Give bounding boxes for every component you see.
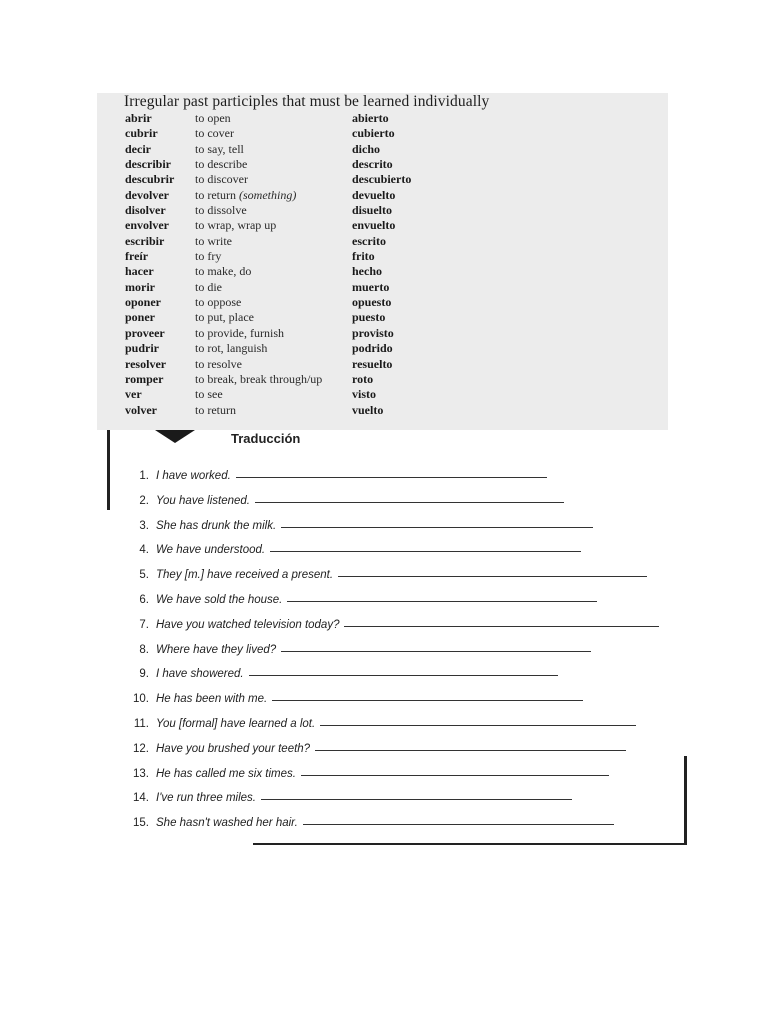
infinitive: resolver	[125, 356, 167, 371]
answer-line[interactable]	[270, 550, 581, 552]
past-participle: resuelto	[352, 356, 393, 371]
past-participle: muerto	[352, 279, 390, 294]
exercise-item	[0, 586, 597, 606]
infinitive: volver	[125, 402, 157, 417]
infinitive: morir	[125, 279, 155, 294]
exercise-item	[0, 809, 614, 829]
past-participle: descubierto	[352, 172, 412, 187]
participle-row	[125, 387, 411, 402]
item-number: 5.	[139, 569, 149, 582]
participle-row	[125, 142, 411, 157]
exercise-item	[0, 685, 583, 705]
item-sentence: They [m.] have received a present.	[156, 569, 334, 582]
meaning-text: to see	[195, 387, 223, 402]
item-number: 9.	[139, 668, 149, 681]
participle-row	[125, 172, 411, 187]
exercise-item	[0, 636, 591, 656]
answer-line[interactable]	[272, 699, 583, 701]
participle-row	[125, 264, 411, 279]
item-sentence: Where have they lived?	[156, 643, 277, 656]
vocabulary-title: Irregular past participles that must be learned individually	[124, 93, 490, 110]
infinitive: decir	[125, 141, 151, 156]
meaning-text: to say, tell	[195, 141, 244, 156]
exercise-item	[0, 462, 547, 482]
participles-table-body	[125, 111, 411, 418]
participle-row	[125, 234, 411, 249]
item-sentence: She hasn't washed her hair.	[156, 817, 298, 830]
meaning-text: to wrap, wrap up	[195, 218, 277, 233]
infinitive: describir	[125, 157, 171, 172]
item-sentence: Have you brushed your teeth?	[156, 742, 311, 755]
past-participle: envuelto	[352, 218, 396, 233]
item-sentence: She has drunk the milk.	[156, 519, 277, 532]
meaning	[195, 295, 352, 310]
exercise-item	[0, 487, 564, 507]
answer-line[interactable]	[344, 625, 659, 627]
meaning-text: to cover	[195, 126, 234, 141]
infinitive: proveer	[125, 325, 165, 340]
past-participle: abierto	[352, 111, 389, 125]
past-participle: provisto	[352, 325, 394, 340]
item-sentence: I've run three miles.	[156, 792, 256, 805]
meaning-text: to describe	[195, 157, 248, 172]
past-participle: frito	[352, 249, 375, 264]
infinitive: descubrir	[125, 172, 175, 187]
participle-row	[125, 203, 411, 218]
answer-line[interactable]	[301, 774, 609, 776]
meaning-text: to die	[195, 279, 222, 294]
meaning-text: to write	[195, 233, 232, 248]
item-sentence: I have worked.	[156, 470, 231, 482]
infinitive: disolver	[125, 203, 166, 218]
meaning-text: to dissolve	[195, 203, 247, 218]
meaning	[195, 126, 352, 141]
item-number: 11.	[133, 718, 149, 730]
meaning	[195, 172, 352, 187]
past-participle: puesto	[352, 310, 386, 325]
participle-row	[125, 249, 411, 264]
exercise-item	[0, 611, 659, 631]
exercise-item	[0, 536, 581, 556]
past-participle: podrido	[352, 341, 393, 356]
infinitive: ver	[125, 387, 142, 402]
answer-line[interactable]	[281, 526, 593, 528]
meaning	[195, 203, 352, 218]
participle-row	[125, 218, 411, 233]
item-sentence: Have you watched television today?	[156, 618, 340, 631]
past-participle: hecho	[352, 264, 382, 279]
past-participle: opuesto	[352, 295, 392, 310]
meaning	[195, 341, 352, 356]
meaning-text: to break, break through/up	[195, 371, 323, 386]
answer-line[interactable]	[320, 724, 636, 726]
meaning	[195, 157, 352, 172]
item-number: 15.	[133, 817, 149, 830]
past-participle: dicho	[352, 141, 381, 156]
item-number: 14.	[133, 792, 149, 805]
item-number: 7.	[139, 618, 149, 631]
answer-line[interactable]	[249, 674, 558, 676]
participle-row	[125, 403, 411, 418]
infinitive: abrir	[125, 111, 152, 125]
infinitive: devolver	[125, 187, 169, 202]
right-margin-bar	[684, 756, 687, 845]
meaning-text: to open	[195, 111, 231, 125]
answer-line[interactable]	[303, 823, 614, 825]
meaning	[195, 403, 352, 418]
meaning-text: to discover	[195, 172, 248, 187]
past-participle: cubierto	[352, 126, 395, 141]
meaning	[195, 188, 352, 203]
item-number: 6.	[139, 594, 149, 606]
meaning-text: to provide, furnish	[195, 325, 284, 340]
participle-row	[125, 357, 411, 372]
infinitive: romper	[125, 371, 164, 386]
participle-row	[125, 326, 411, 341]
past-participle: roto	[352, 371, 374, 386]
meaning	[195, 326, 352, 341]
meaning	[195, 310, 352, 325]
item-sentence: I have showered.	[156, 668, 244, 681]
exercise-item	[0, 710, 636, 730]
item-sentence: You [formal] have learned a lot.	[156, 718, 316, 730]
meaning-text: to oppose	[195, 295, 242, 310]
infinitive: oponer	[125, 295, 161, 310]
meaning	[195, 264, 352, 279]
participles-table	[125, 111, 411, 418]
meaning	[195, 387, 352, 402]
meaning-text: to make, do	[195, 264, 252, 279]
item-number: 1.	[139, 470, 149, 482]
answer-line[interactable]	[315, 749, 626, 751]
participle-row	[125, 111, 411, 126]
participle-row	[125, 295, 411, 310]
meaning-text: to return	[195, 187, 236, 202]
answer-line[interactable]	[261, 798, 572, 800]
item-sentence: He has called me six times.	[156, 767, 296, 780]
meaning	[195, 234, 352, 249]
participle-row	[125, 188, 411, 203]
past-participle: vuelto	[352, 402, 384, 417]
bottom-rule	[253, 843, 685, 845]
exercise-item	[0, 784, 572, 804]
section-pointer-icon	[155, 430, 195, 443]
item-sentence: We have understood.	[156, 544, 266, 557]
meaning	[195, 249, 352, 264]
item-number: 8.	[139, 643, 149, 656]
meaning	[195, 142, 352, 157]
participle-row	[125, 157, 411, 172]
vocabulary-box	[97, 93, 668, 430]
item-sentence: You have listened.	[156, 494, 250, 507]
past-participle: escrito	[352, 233, 386, 248]
answer-line[interactable]	[281, 650, 591, 652]
meaning	[195, 357, 352, 372]
meaning-text: to fry	[195, 249, 222, 264]
participle-row	[125, 310, 411, 325]
participle-row	[125, 280, 411, 295]
participle-row	[125, 126, 411, 141]
past-participle: devuelto	[352, 187, 396, 202]
item-number: 2.	[139, 494, 149, 507]
answer-line[interactable]	[338, 575, 647, 577]
item-number: 3.	[139, 519, 149, 532]
infinitive: cubrir	[125, 126, 158, 141]
meaning-note: (something)	[239, 187, 297, 202]
exercise-item	[0, 561, 647, 581]
infinitive: hacer	[125, 264, 154, 279]
past-participle: disuelto	[352, 203, 393, 218]
meaning	[195, 372, 352, 387]
meaning-text: to put, place	[195, 310, 254, 325]
translation-title: Traducción	[231, 431, 301, 446]
exercise-item	[0, 660, 558, 680]
meaning	[195, 280, 352, 295]
infinitive: envolver	[125, 218, 169, 233]
past-participle: descrito	[352, 157, 393, 172]
infinitive: escribir	[125, 233, 165, 248]
exercise-item	[0, 735, 626, 755]
infinitive: poner	[125, 310, 155, 325]
meaning	[195, 218, 352, 233]
exercise-item	[0, 760, 609, 780]
meaning-text: to resolve	[195, 356, 242, 371]
past-participle: visto	[352, 387, 376, 402]
item-number: 12.	[133, 742, 149, 755]
answer-line[interactable]	[236, 476, 547, 478]
answer-line[interactable]	[255, 501, 564, 503]
item-number: 13.	[133, 767, 149, 780]
item-sentence: He has been with me.	[156, 693, 268, 706]
participle-row	[125, 372, 411, 387]
item-sentence: We have sold the house.	[156, 594, 283, 606]
meaning	[195, 111, 352, 126]
item-number: 10.	[133, 693, 149, 706]
item-number: 4.	[139, 544, 149, 557]
exercise-item	[0, 512, 593, 532]
infinitive: freír	[125, 249, 149, 264]
infinitive: pudrir	[125, 341, 160, 356]
meaning-text: to return	[195, 402, 236, 417]
participle-row	[125, 341, 411, 356]
answer-line[interactable]	[287, 600, 597, 602]
meaning-text: to rot, languish	[195, 341, 268, 356]
